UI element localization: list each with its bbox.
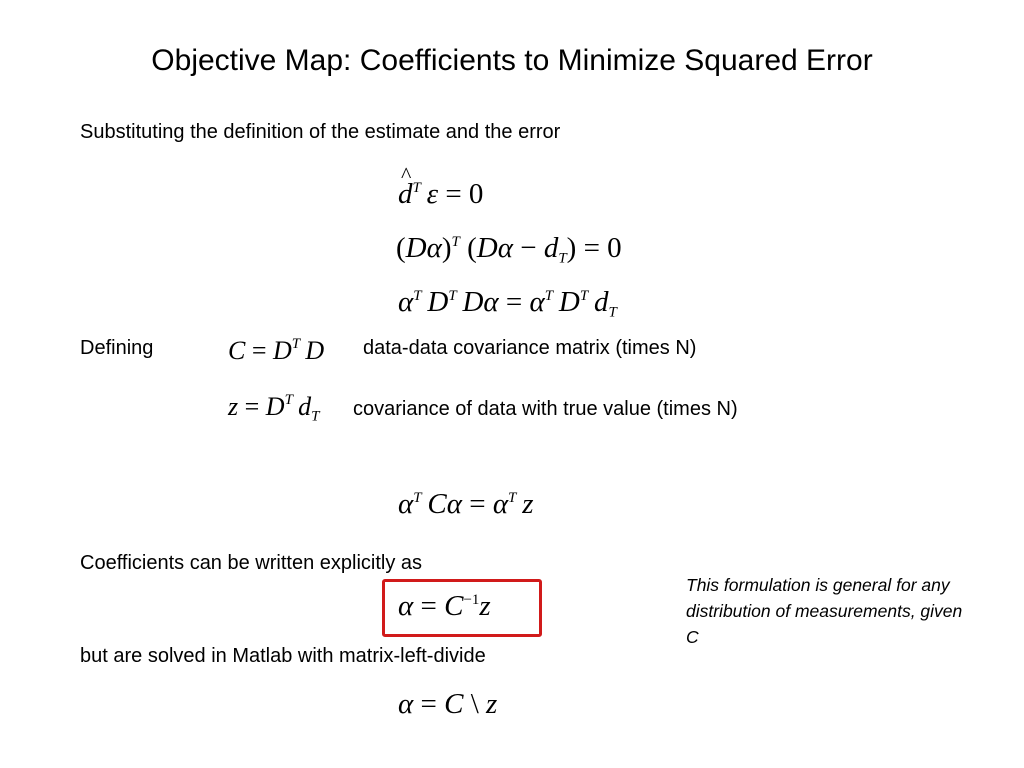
matlab-text: but are solved in Matlab with matrix-left-divide: [80, 645, 486, 667]
side-note: This formulation is general for any distribution of measurements, given C: [686, 575, 963, 647]
equation-reduced: $\alpha^T$ $C\alpha = \alpha^T$ z: [398, 488, 534, 520]
equation-normal: $\alpha^T$ $D^T$ $D\alpha = \alpha^T$ $D^T$ $d_T$: [398, 286, 617, 321]
intro-text: Substituting the definition of the estimate and the error: [80, 121, 561, 143]
equation-expanded: $(D\alpha)^T$ $(D\alpha - d_T) = 0$: [396, 232, 622, 267]
slide-title: Objective Map: Coefficients to Minimize Squared Error: [151, 44, 873, 77]
definition-c: $C = D^T$ D: [228, 335, 325, 365]
defining-label: Defining: [80, 337, 154, 359]
definition-z: $z = D^T$ $d_T$: [228, 391, 320, 425]
equation-estimate-error: ^ $d^T$ ε = 0: [398, 178, 483, 211]
desc-z: covariance of data with true value (times N): [353, 398, 738, 420]
explicit-text: Coefficients can be written explicitly as: [80, 552, 423, 574]
equation-explicit: $\alpha = C^{-1}z$: [398, 590, 491, 622]
equation-left-divide: α = C \ z: [398, 688, 498, 720]
desc-c: data-data covariance matrix (times N): [363, 337, 697, 359]
